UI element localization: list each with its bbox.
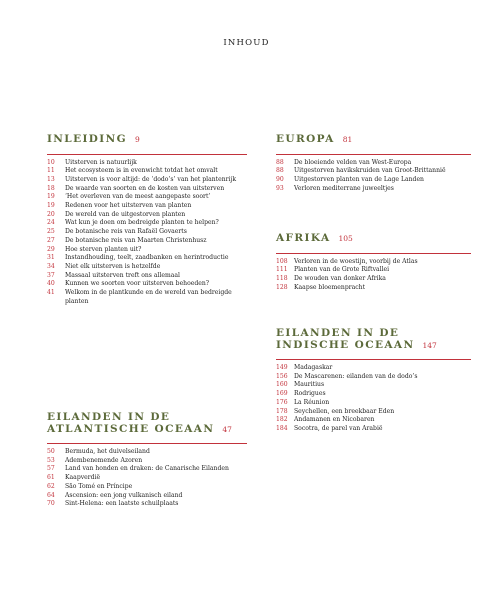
toc-entry-title: Madagaskar [294, 364, 333, 371]
section-page: 9 [135, 135, 140, 144]
toc-entry-page: 128 [276, 283, 288, 291]
toc-entry-title: Kaapverdië [65, 474, 101, 482]
toc-entry [47, 219, 247, 228]
toc-entry-title: De wereld van de uitgestorven planten [65, 210, 186, 218]
toc-entry-page: 13 [47, 175, 55, 183]
toc-entry-title: Andamanen en Nicobaren [294, 416, 375, 424]
toc-entry-page: 88 [276, 167, 284, 175]
toc-entry [276, 364, 471, 373]
toc-entry-page: 88 [276, 158, 284, 166]
section-title-line-1: EILANDEN IN DE [276, 327, 400, 339]
toc-entry-page: 90 [276, 175, 284, 183]
toc-entry-page: 25 [47, 228, 55, 236]
toc-entry-page: 184 [276, 424, 288, 432]
toc-entry-page: 34 [47, 262, 55, 270]
toc-entry-page: 149 [276, 364, 288, 371]
toc-entry-title: De bloeiende velden van West-Europa [294, 158, 412, 166]
toc-entry-page: 156 [276, 372, 288, 380]
toc-entry-title: ‘Het overleven van de meest aangepaste soort’ [65, 193, 211, 201]
toc-entry [276, 390, 471, 399]
toc-entry-title: Massaal uitsterven treft ons allemaal [65, 271, 181, 279]
toc-entry [47, 159, 247, 168]
toc-entry-page: 40 [47, 280, 55, 288]
toc-entry [276, 167, 471, 176]
section-europa [276, 134, 471, 193]
toc-entry-title: Uitsterven is voor altijd: de ‘dodo’s’ van het plantenrijk [65, 175, 237, 183]
toc-entry-title: Kaapse bloemenpracht [294, 283, 366, 291]
toc-entry [47, 457, 247, 466]
toc-entry-title: Welkom in de plantkunde en de wereld van bedreigde planten [65, 289, 232, 305]
section-heading [276, 134, 471, 146]
toc-entry-title: São Tomé en Príncipe [65, 482, 133, 490]
toc-entry [47, 263, 247, 272]
toc-entry-page: 20 [47, 210, 55, 218]
section-title: INLEIDING [47, 133, 127, 145]
toc-entry [276, 275, 471, 284]
section-heading [47, 412, 247, 435]
section-title-line-2: INDISCHE OCEAAN [276, 338, 415, 351]
toc-list [276, 364, 471, 434]
toc-entry-page: 27 [47, 236, 55, 244]
toc-entry-title: La Réunion [294, 398, 330, 406]
toc-entry-page: 37 [47, 271, 55, 279]
toc-entry-page: 41 [47, 289, 55, 297]
toc-entry-page: 61 [47, 474, 55, 482]
toc-entry-title: Het ecosysteem is in evenwicht totdat het omvalt [65, 167, 218, 175]
toc-entry [276, 176, 471, 185]
toc-entry-title: Ascension: een jong vulkanisch eiland [65, 491, 183, 499]
toc-entry [276, 258, 471, 267]
toc-entry [276, 373, 471, 382]
section-title-line-2: ATLANTISCHE OCEAAN [47, 422, 215, 435]
toc-entry-title: Mauritius [294, 381, 325, 389]
section-page: 105 [338, 234, 353, 243]
toc-list [276, 159, 471, 194]
toc-entry-page: 64 [47, 491, 55, 499]
toc-entry-title: Redenen voor het uitsterven van planten [65, 202, 192, 210]
toc-entry [276, 159, 471, 168]
toc-entry-title: Uitgestorven havikskruiden van Groot-Brittannië [294, 167, 446, 175]
toc-entry-title: De botanische reis van Maarten Christenhusz [65, 236, 207, 244]
toc-entry [276, 284, 471, 293]
toc-entry-page: 50 [47, 448, 55, 455]
toc-entry [276, 266, 471, 275]
toc-entry-page: 53 [47, 456, 55, 464]
toc-entry [47, 211, 247, 220]
toc-entry-title: Verloren in de woestijn, voorbij de Atlas [294, 257, 418, 265]
toc-entry-title: Verloren mediterrane juweeltjes [294, 184, 394, 192]
toc-entry [47, 272, 247, 281]
toc-entry-page: 182 [276, 416, 288, 424]
toc-entry-page: 18 [47, 184, 55, 192]
toc-entry [47, 228, 247, 237]
toc-entry-page: 176 [276, 398, 288, 406]
toc-entry [276, 416, 471, 425]
toc-entry-page: 93 [276, 184, 284, 192]
toc-entry [47, 500, 247, 509]
toc-list [47, 448, 247, 509]
toc-entry-title: Sint-Helena: een laatste schuilplaats [65, 500, 179, 508]
toc-entry-page: 108 [276, 257, 288, 265]
section-title: AFRIKA [276, 232, 331, 244]
section-afrika [276, 233, 471, 292]
toc-entry-page: 160 [276, 381, 288, 389]
toc-entry [276, 185, 471, 194]
toc-entry-page: 19 [47, 202, 55, 210]
page-title: INHOUD [223, 38, 270, 48]
toc-entry [47, 483, 247, 492]
toc-entry-page: 70 [47, 500, 55, 508]
toc-entry [47, 237, 247, 246]
section-indische-oceaan [276, 328, 471, 434]
toc-entry-title: Planten van de Grote Riftvallei [294, 266, 390, 274]
toc-entry-title: Rodrigues [294, 390, 326, 398]
toc-entry-page: 19 [47, 193, 55, 201]
section-heading [47, 134, 247, 146]
toc-entry-page: 31 [47, 254, 55, 262]
toc-entry [276, 408, 471, 417]
toc-entry-title: De wouden van donker Afrika [294, 274, 386, 282]
section-page: 147 [422, 340, 437, 350]
toc-list [276, 258, 471, 293]
section-atlantische-oceaan [47, 412, 247, 509]
section-page: 81 [342, 135, 353, 144]
toc-entry-title: Instandhouding, teelt, zaadbanken en herintroductie [65, 254, 229, 262]
toc-entry-page: 62 [47, 482, 55, 490]
section-divider [47, 154, 247, 155]
toc-entry-page: 178 [276, 407, 288, 415]
toc-entry [276, 425, 471, 434]
section-page: 47 [222, 424, 232, 434]
toc-entry [47, 254, 247, 263]
toc-entry [47, 289, 247, 306]
section-divider [276, 253, 471, 254]
toc-entry-page: 10 [47, 158, 55, 166]
toc-entry-page: 111 [276, 266, 288, 274]
toc-entry-title: Adembenemende Azoren [65, 456, 143, 464]
toc-entry [47, 202, 247, 211]
section-divider [276, 359, 471, 360]
toc-entry-title: De botanische reis van Rafaël Govaerts [65, 228, 187, 236]
toc-entry-title: Uitgestorven planten van de Lage Landen [294, 175, 424, 183]
toc-entry-title: Seychellen, een breekbaar Eden [294, 407, 395, 415]
toc-entry [47, 465, 247, 474]
toc-entry-title: De Mascarenen: eilanden van de dodo’s [294, 372, 418, 380]
toc-entry [47, 280, 247, 289]
toc-entry-title: De waarde van soorten en de kosten van uitsterven [65, 184, 225, 192]
toc-entry-title: Socotra, de parel van Arabië [294, 424, 383, 432]
toc-entry-title: Niet elk uitsterven is hetzelfde [65, 262, 161, 270]
toc-entry-title: Kunnen we soorten voor uitsterven behoeden? [65, 280, 210, 288]
toc-entry-page: 57 [47, 465, 55, 473]
section-title: EUROPA [276, 133, 335, 145]
section-divider [276, 154, 471, 155]
toc-entry-page: 118 [276, 274, 288, 282]
toc-entry [47, 246, 247, 255]
toc-entry-page: 24 [47, 219, 55, 227]
section-title-line-1: EILANDEN IN DE [47, 411, 171, 423]
toc-entry [276, 399, 471, 408]
toc-entry [47, 185, 247, 194]
toc-entry [276, 381, 471, 390]
toc-entry [47, 193, 247, 202]
section-divider [47, 443, 247, 444]
toc-entry-page: 11 [47, 167, 55, 175]
toc-entry-title: Wat kun je doen om bedreigde planten te helpen? [65, 219, 219, 227]
toc-entry-title: Land van honden en draken: de Canarische Eilanden [65, 465, 229, 473]
toc-entry-title: Bermuda, het duivelseiland [65, 448, 150, 455]
toc-entry-page: 169 [276, 390, 288, 398]
toc-entry [47, 448, 247, 457]
toc-list [47, 159, 247, 307]
toc-entry [47, 474, 247, 483]
section-inleiding [47, 134, 247, 306]
toc-entry [47, 176, 247, 185]
toc-entry-title: Uitsterven is natuurlijk [65, 158, 137, 166]
toc-entry [47, 167, 247, 176]
section-heading [276, 328, 471, 351]
toc-entry-title: Hoe sterven planten uit? [65, 245, 142, 253]
toc-entry-page: 29 [47, 245, 55, 253]
toc-entry [47, 492, 247, 501]
section-heading [276, 233, 471, 245]
